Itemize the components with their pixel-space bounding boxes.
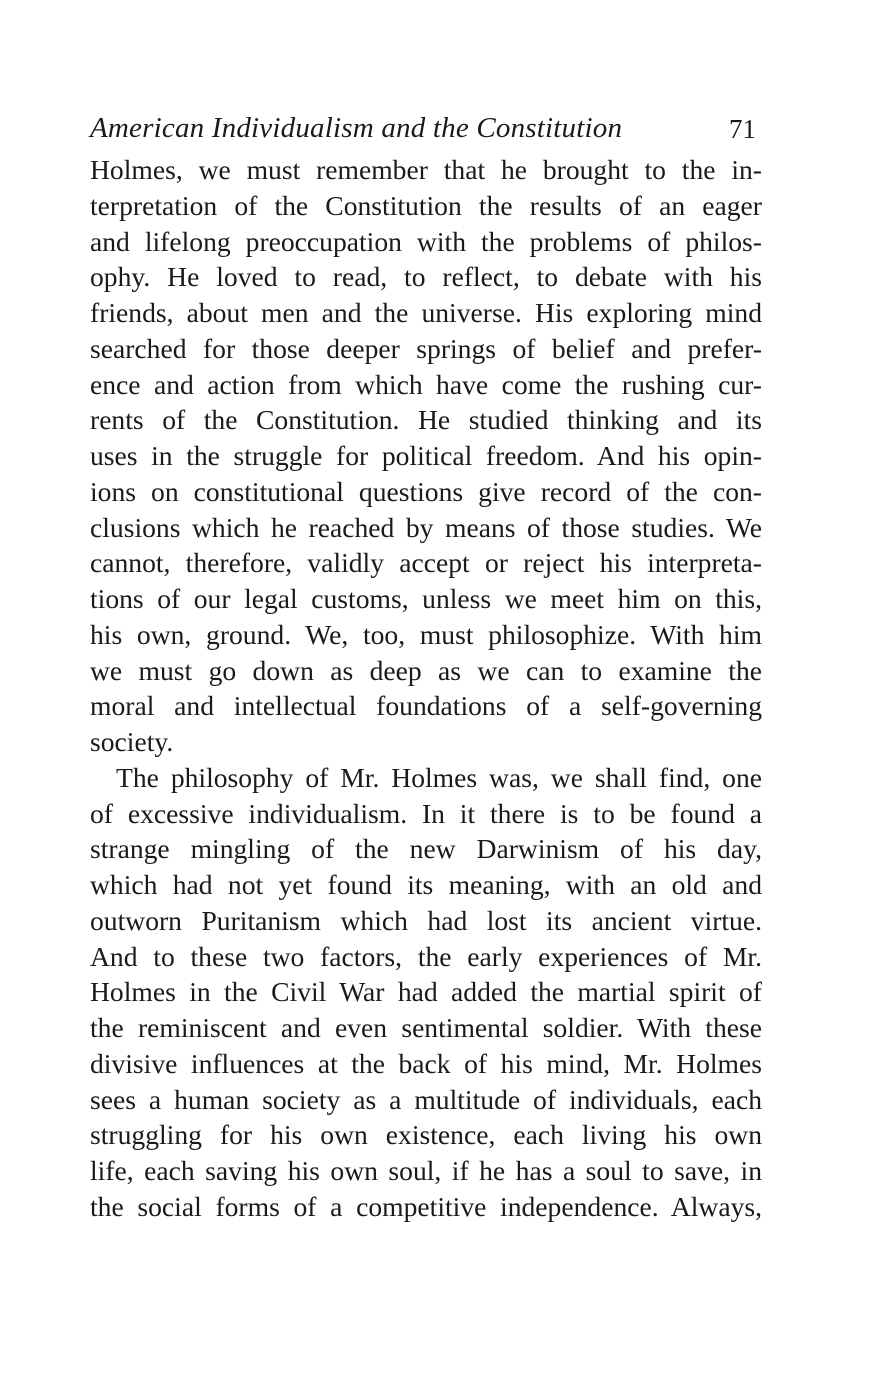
text-line: terpretation of the Constitution the results of an eager [90,189,762,221]
text-line: and lifelong preoccupation with the problems of philos- [90,225,762,257]
text-line: society. [90,726,174,757]
text-line: friends, about men and the universe. His exploring mind [90,297,762,328]
text-line: moral and intellectual foundations of a self-governing [90,690,762,722]
text-line: Holmes in the Civil War had added the martial spirit of [90,976,762,1008]
text-line: of excessive individualism. In it there is to be found a [90,797,762,829]
text-line: And to these two factors, the early experiences of Mr. [90,940,762,972]
text-line: Holmes, we must remember that he brought to the in- [90,154,762,185]
text-line: sees a human society as a multitude of individuals, each [90,1083,762,1115]
running-head [90,112,762,152]
text-line: tions of our legal customs, unless we meet him on this, [90,583,762,614]
text-line: outworn Puritanism which had lost its ancient virtue. [90,904,762,936]
paragraph-1 [90,152,762,760]
text-line: rents of the Constitution. He studied thinking and its [90,404,762,436]
text-line: searched for those deeper springs of belief and prefer- [90,332,762,364]
text-line: ions on constitutional questions give record of the con- [90,475,762,507]
text-line: divisive influences at the back of his mind, Mr. Holmes [90,1047,762,1079]
text-line: we must go down as deep as we can to examine the [90,654,762,686]
text-line: The philosophy of Mr. Holmes was, we shall find, one [116,761,762,793]
text-line: the reminiscent and even sentimental soldier. With these [90,1012,762,1043]
paragraph-2 [90,760,762,1225]
text-line: life, each saving his own soul, if he has a soul to save, in [90,1155,762,1186]
running-title: American Individualism and the Constitution [90,112,623,144]
page-number: 71 [729,114,756,144]
text-line: strange mingling of the new Darwinism of his day, [90,833,762,865]
text-line: which had not yet found its meaning, with an old and [90,869,762,900]
text-line: cannot, therefore, validly accept or reject his interpreta- [90,547,762,579]
text-line: struggling for his own existence, each living his own [90,1119,762,1151]
body-text [90,152,762,1225]
text-line: his own, ground. We, too, must philosophize. With him [90,618,762,650]
text-line: the social forms of a competitive independence. Always, [90,1190,762,1222]
text-line: clusions which he reached by means of those studies. We [90,511,762,543]
text-line: uses in the struggle for political freedom. And his opin- [90,440,762,471]
text-line: ence and action from which have come the rushing cur- [90,368,762,400]
text-line: ophy. He loved to read, to reflect, to debate with his [90,261,762,293]
